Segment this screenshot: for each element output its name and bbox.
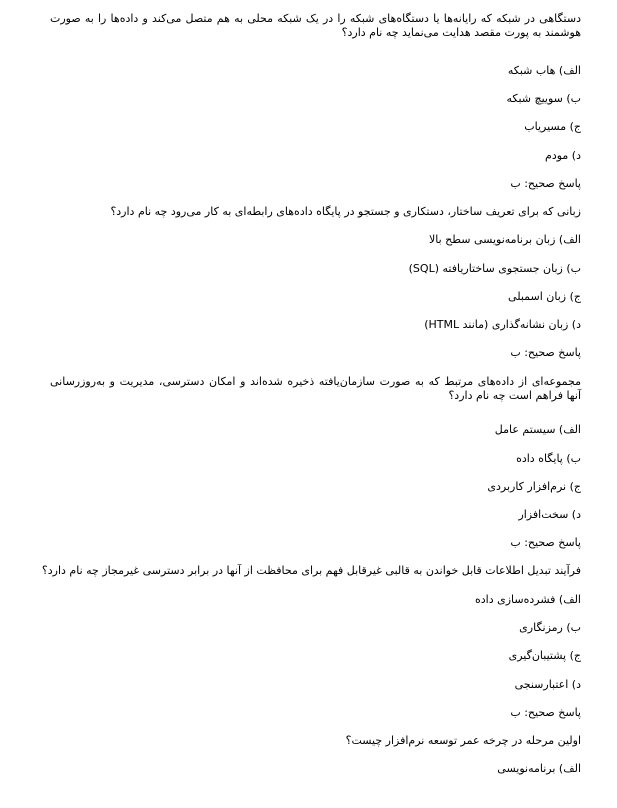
option-item: ب) پایگاه داده	[516, 452, 581, 465]
option-item: د) زبان نشانه‌گذاری (مانند HTML)	[424, 318, 581, 331]
option-item: د) مودم	[545, 149, 581, 162]
option-item: الف) هاب شبکه	[507, 64, 581, 77]
answer-text: پاسخ صحیح: ب	[510, 706, 581, 719]
answer-text: پاسخ صحیح: ب	[510, 346, 581, 359]
question-text: زبانی که برای تعریف ساختار، دستکاری و جستجو در پایگاه داده‌های رابطه‌ای به کار می‌رود چه نام دارد؟	[110, 205, 581, 218]
option-item: ج) پشتیبان‌گیری	[508, 649, 581, 662]
option-item: د) اعتبارسنجی	[514, 678, 581, 691]
option-item: الف) فشرده‌سازی داده	[475, 593, 581, 606]
question-text: دستگاهی در شبکه که رایانه‌ها یا دستگاه‌های شبکه را در یک شبکه محلی به هم متصل می‌کند و داده‌ها را به صورت هوشمند به پورت مقصد هدایت می‌نماید چه نام دارد؟	[50, 12, 581, 39]
answer-text: پاسخ صحیح: ب	[510, 177, 581, 190]
option-item: د) سخت‌افزار	[518, 508, 581, 521]
option-item: الف) سیستم عامل	[494, 423, 581, 436]
option-item: ب) رمزنگاری	[519, 621, 581, 634]
question-text: فرآیند تبدیل اطلاعات قابل خواندن به قالبی غیرقابل فهم برای محافظت از آنها در برابر دسترسی غیرمجاز چه نام دارد؟	[41, 564, 581, 577]
answer-text: پاسخ صحیح: ب	[510, 536, 581, 549]
option-item: ب) سوییچ شبکه	[506, 92, 581, 105]
question-text: اولین مرحله در چرخه عمر توسعه نرم‌افزار چیست؟	[345, 734, 581, 747]
option-item: الف) برنامه‌نویسی	[497, 762, 581, 775]
option-item: الف) زبان برنامه‌نویسی سطح بالا	[428, 233, 581, 246]
option-item: ج) مسیریاب	[524, 120, 581, 133]
option-item: ج) زبان اسمبلی	[508, 290, 581, 303]
option-item: ج) نرم‌افزار کاربردی	[487, 480, 581, 493]
question-text: مجموعه‌ای از داده‌های مرتبط که به صورت سازمان‌یافته ذخیره شده‌اند و امکان دسترسی، مدیریت و به‌روزرسانی آنها فراهم است چه نام دارد؟	[50, 375, 581, 402]
option-item: ب) زبان جستجوی ساختاریافته (SQL)	[408, 262, 581, 275]
